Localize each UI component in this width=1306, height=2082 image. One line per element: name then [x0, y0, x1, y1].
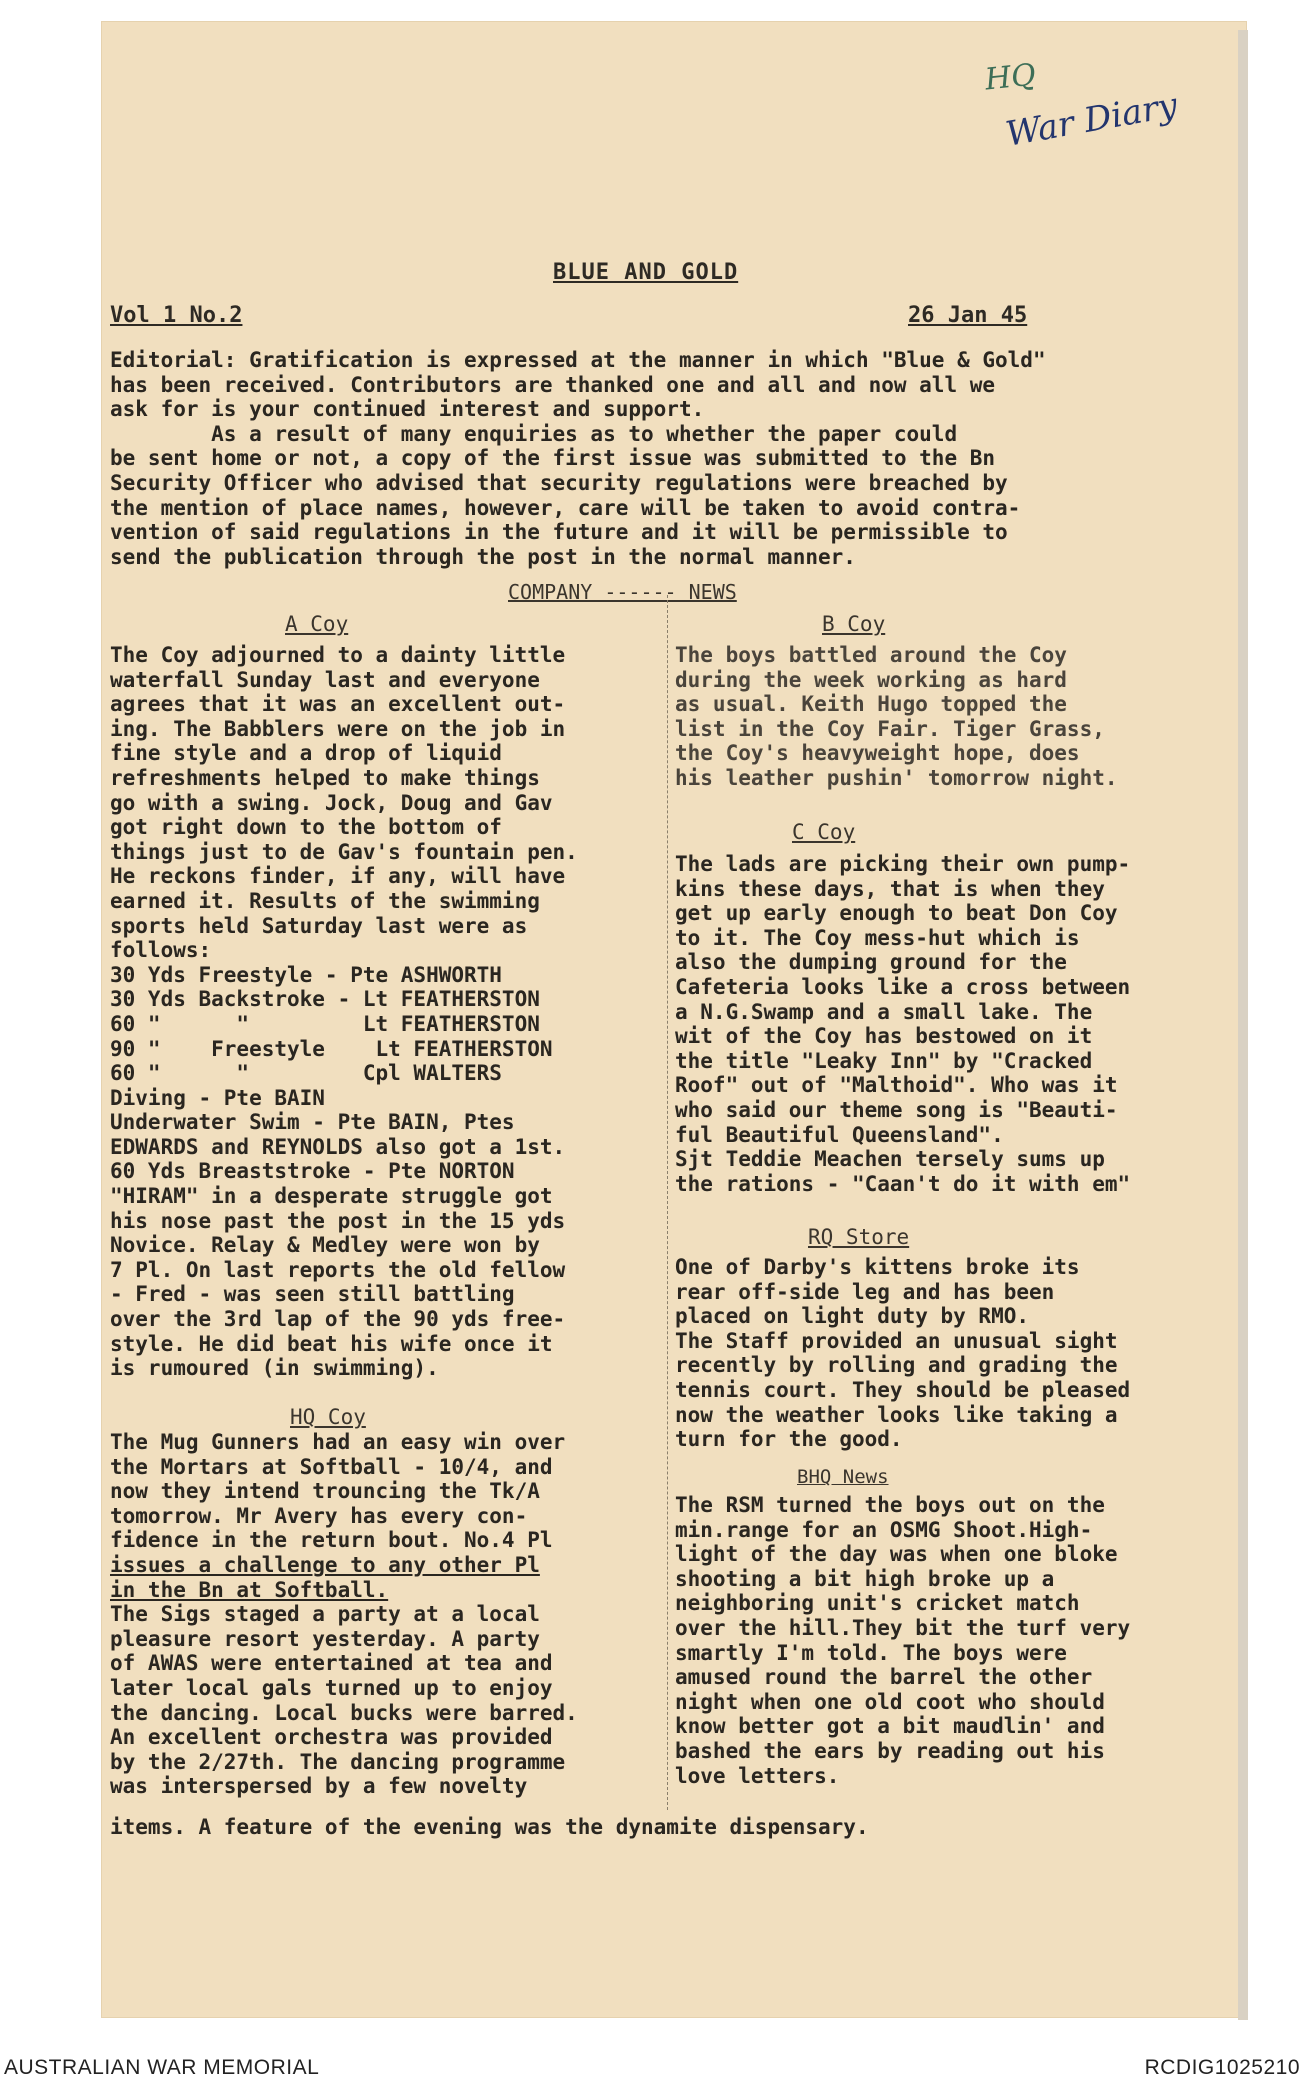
issue-volume: Vol 1 No.2: [110, 303, 243, 328]
rq-store-article: One of Darby's kittens broke its rear off-side leg and has been placed on light duty by RMO. The Staff provided an unusual sight recently by rolling and grading the tennis court. They should be pleased now the weather looks like taking a turn for the good.: [675, 1255, 1131, 1452]
company-news-heading: COMPANY ------ NEWS: [508, 580, 737, 604]
c-coy-heading: C Coy: [792, 820, 856, 844]
issue-date: 26 Jan 45: [908, 303, 1028, 328]
c-coy-article: The lads are picking their own pump- kins these days, that is when they get up early enough to beat Don Coy to it. The Coy mess-hut which is also the dumping ground for the Cafeteria looks like a cross between a N.G.Swamp and a small lake. The wit of the Coy has bestowed on it the title "Leaky Inn" by "Cracked Roof" out of "Malthoid". Who was it who said our theme song is "Beauti- ful Beautiful Queensland". Sjt Teddie Meachen tersely sums up the rations - "Caan't do it with em": [675, 852, 1131, 1196]
editorial-paragraph: Editorial: Gratification is expressed at the manner in which "Blue & Gold" has been received. Contributors are thanked one and all and now all we ask for is your continued interest and support. As a result of many enquiries as to whether the paper could be sent home or not, a copy of the first issue was submitted to the Bn Security Officer who advised that security regulations were breached by the mention of place names, however, care will be taken to avoid contra- vention of said regulations in the future and it will be permissible to send the publication through the post in the normal manner.: [110, 348, 1046, 569]
hq-coy-article: The Mug Gunners had an easy win over the Mortars at Softball - 10/4, and now they intend trouncing the Tk/A tomorrow. Mr Avery has every con- fidence in the return bout. No.4 Pl issues a challenge to any other Pl in the Bn at Softball. The Sigs staged a party at a local pleasure resort yesterday. A party of AWAS were entertained at tea and later local gals turned up to enjoy the dancing. Local bucks were barred. An excellent orchestra was provided by the 2/27th. The dancing programme was interspersed by a few novelty: [110, 1430, 578, 1799]
b-coy-heading: B Coy: [822, 612, 886, 636]
rq-store-heading: RQ Store: [808, 1225, 910, 1249]
handwritten-war-diary-note: War Diary: [1002, 85, 1181, 155]
bhq-news-heading: BHQ News: [797, 1466, 889, 1488]
column-divider: [667, 595, 668, 1810]
handwritten-hq-mark: HQ: [983, 57, 1038, 98]
archive-name: AUSTRALIAN WAR MEMORIAL: [4, 2056, 320, 2079]
editorial-label: Editorial:: [110, 348, 237, 372]
newsletter-masthead: BLUE AND GOLD: [553, 260, 739, 285]
hq-coy-last-line: items. A feature of the evening was the dynamite dispensary.: [110, 1815, 869, 1839]
page-edge-shadow: [1238, 30, 1248, 2020]
a-coy-article: The Coy adjourned to a dainty little waterfall Sunday last and everyone agrees that it was an excellent out- ing. The Babblers were on the job in fine style and a drop of liquid refreshments helped to make things go with a swing. Jock, Doug and Gav got right down to the bottom of things just to de Gav's fountain pen. He reckons finder, if any, will have earned it. Results of the swimming sports held Saturday last were as follows: 30 Yds Freestyle - Pte ASHWORTH 30 Yds Backstroke - Lt FEATHERSTON 60 " " Lt FEATHERSTON 90 " Freestyle Lt FEATHERSTON 60 " " Cpl WALTERS Diving - Pte BAIN Underwater Swim - Pte BAIN, Ptes EDWARDS and REYNOLDS also got a 1st. 60 Yds Breaststroke - Pte NORTON "HIRAM" in a desperate struggle got his nose past the post in the 15 yds Novice. Relay & Medley were won by 7 Pl. On last reports the old fellow - Fred - was seen still battling over the 3rd lap of the 90 yds free- style. He did beat his wife once it is rumoured (in swimming).: [110, 643, 578, 1381]
b-coy-article: The boys battled around the Coy during the week working as hard as usual. Keith Hugo topped the list in the Coy Fair. Tiger Grass, the Coy's heavyweight hope, does his leather pushin' tomorrow night.: [675, 643, 1118, 790]
archive-record-id: RCDIG1025210: [1144, 2056, 1300, 2079]
a-coy-heading: A Coy: [285, 612, 349, 636]
bhq-news-article: The RSM turned the boys out on the min.range for an OSMG Shoot.High- light of the day was when one bloke shooting a bit high broke up a neighboring unit's cricket match over the hill.They bit the turf very smartly I'm told. The boys were amused round the barrel the other night when one old coot who should know better got a bit maudlin' and bashed the ears by reading out his love letters.: [675, 1493, 1131, 1788]
hq-coy-heading: HQ Coy: [290, 1405, 366, 1429]
